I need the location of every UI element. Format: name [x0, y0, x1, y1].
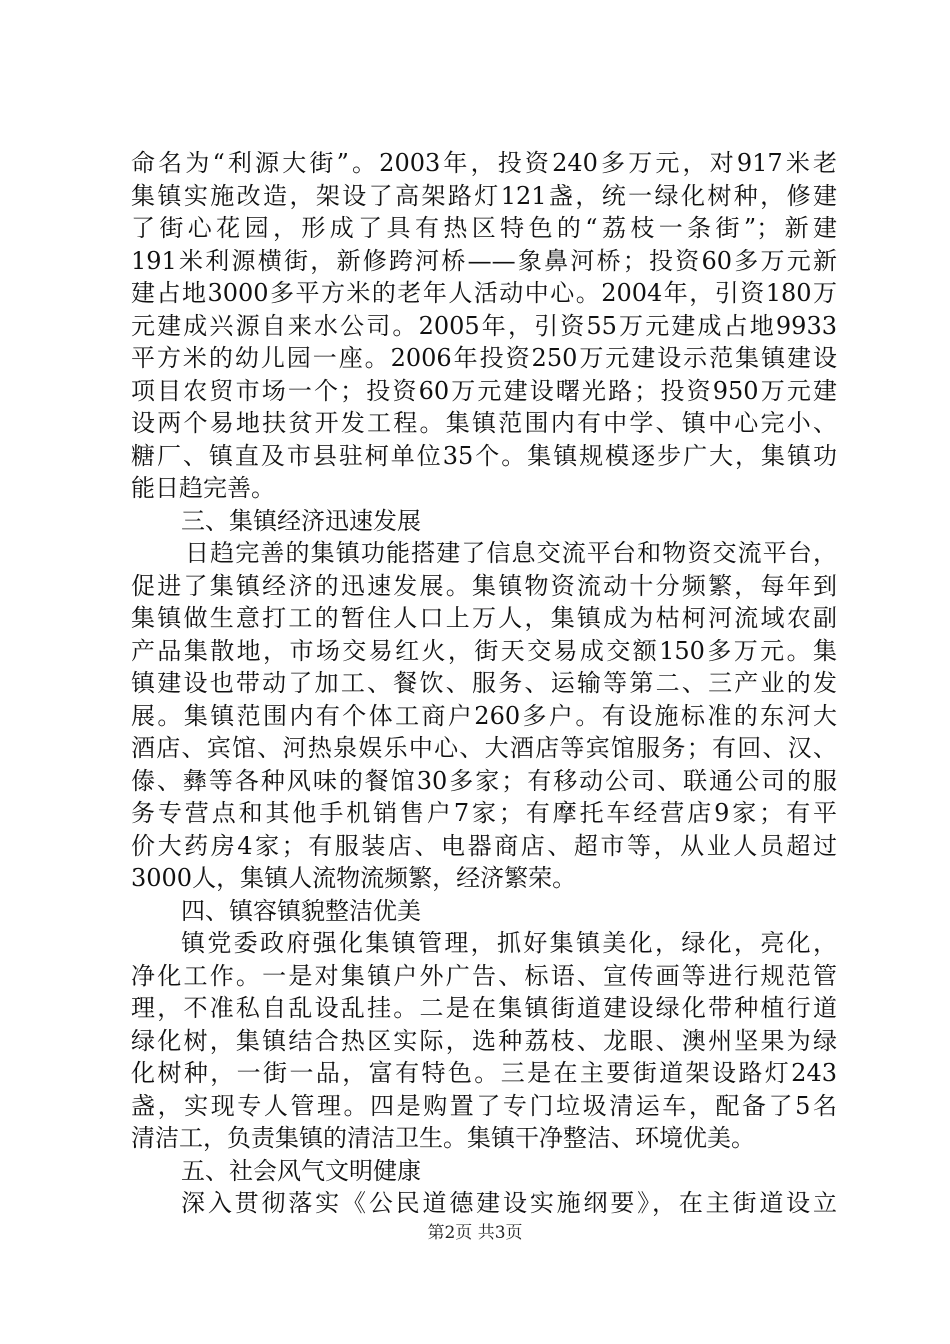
text-line: 四、镇容镇貌整洁优美 [181, 896, 421, 925]
text-line: 项目农贸市场一个；投资60万元建设曙光路；投资950万元建 [131, 376, 837, 405]
text-line: 建占地3000多平方米的老年人活动中心。2004年，引资180万 [131, 279, 837, 307]
text-line: 集镇做生意打工的暂住人口上万人，集镇成为枯柯河流域农副 [131, 604, 837, 632]
text-line: 盏，实现专人管理。四是购置了专门垃圾清运车，配备了5名 [131, 1091, 837, 1120]
text-line: 绿化树，集镇结合热区实际，选种荔枝、龙眼、澳州坚果为绿 [131, 1026, 837, 1055]
text-line: 产品集散地，市场交易红火，街天交易成交额150多万元。集 [131, 636, 837, 665]
text-line: 深入贯彻落实《公民道德建设实施纲要》，在主街道设立 [181, 1189, 837, 1217]
text-line: 价大药房4家；有服装店、电器商店、超市等，从业人员超过 [131, 831, 837, 860]
text-line: 191米利源横街，新修跨河桥——象鼻河桥；投资60多万元新 [131, 246, 837, 275]
text-line: 日趋完善的集镇功能搭建了信息交流平台和物资交流平台， [185, 539, 837, 567]
text-line: 糖厂、镇直及市县驻柯单位35个。集镇规模逐步广大，集镇功 [131, 441, 837, 470]
text-line: 三、集镇经济迅速发展 [181, 506, 421, 535]
text-line: 集镇实施改造，架设了高架路灯121盏，统一绿化树种，修建 [131, 181, 837, 210]
text-line: 酒店、宾馆、河热泉娱乐中心、大酒店等宾馆服务；有回、汉、 [131, 734, 837, 762]
text-line: 化树种，一街一品，富有特色。三是在主要街道架设路灯243 [131, 1059, 837, 1087]
text-line: 务专营点和其他手机销售户7家；有摩托车经营店9家；有平 [131, 799, 837, 827]
text-line: 五、社会风气文明健康 [181, 1156, 421, 1185]
text-line: 傣、彝等各种风味的餐馆30多家；有移动公司、联通公司的服 [131, 766, 837, 795]
text-line: 镇党委政府强化集镇管理，抓好集镇美化，绿化，亮化， [181, 929, 837, 957]
text-line: 展。集镇范围内有个体工商户260多户。有设施标准的东河大 [131, 701, 837, 730]
text-line: 3000人，集镇人流物流频繁，经济繁荣。 [131, 864, 577, 892]
text-line: 清洁工，负责集镇的清洁卫生。集镇干净整洁、环境优美。 [131, 1124, 755, 1152]
text-line: 元建成兴源自来水公司。2005年，引资55万元建成占地9933 [131, 311, 837, 340]
text-line: 净化工作。一是对集镇户外广告、标语、宣传画等进行规范管 [131, 961, 837, 990]
text-line: 能日趋完善。 [131, 474, 275, 502]
text-line: 命名为“利源大街”。2003年，投资240多万元，对917米老 [131, 149, 837, 177]
text-line: 理，不准私自乱设乱挂。二是在集镇街道建设绿化带种植行道 [131, 994, 837, 1022]
document-body [131, 147, 837, 1220]
text-line: 促进了集镇经济的迅速发展。集镇物资流动十分频繁，每年到 [131, 571, 837, 600]
text-line: 平方米的幼儿园一座。2006年投资250万元建设示范集镇建设 [131, 344, 837, 372]
text-line: 了街心花园，形成了具有热区特色的“荔枝一条街”；新建 [131, 214, 837, 242]
page-footer: 第2页 共3页 [427, 1223, 523, 1243]
text-line: 镇建设也带动了加工、餐饮、服务、运输等第二、三产业的发 [131, 669, 837, 697]
text-line: 设两个易地扶贫开发工程。集镇范围内有中学、镇中心完小、 [131, 409, 837, 437]
